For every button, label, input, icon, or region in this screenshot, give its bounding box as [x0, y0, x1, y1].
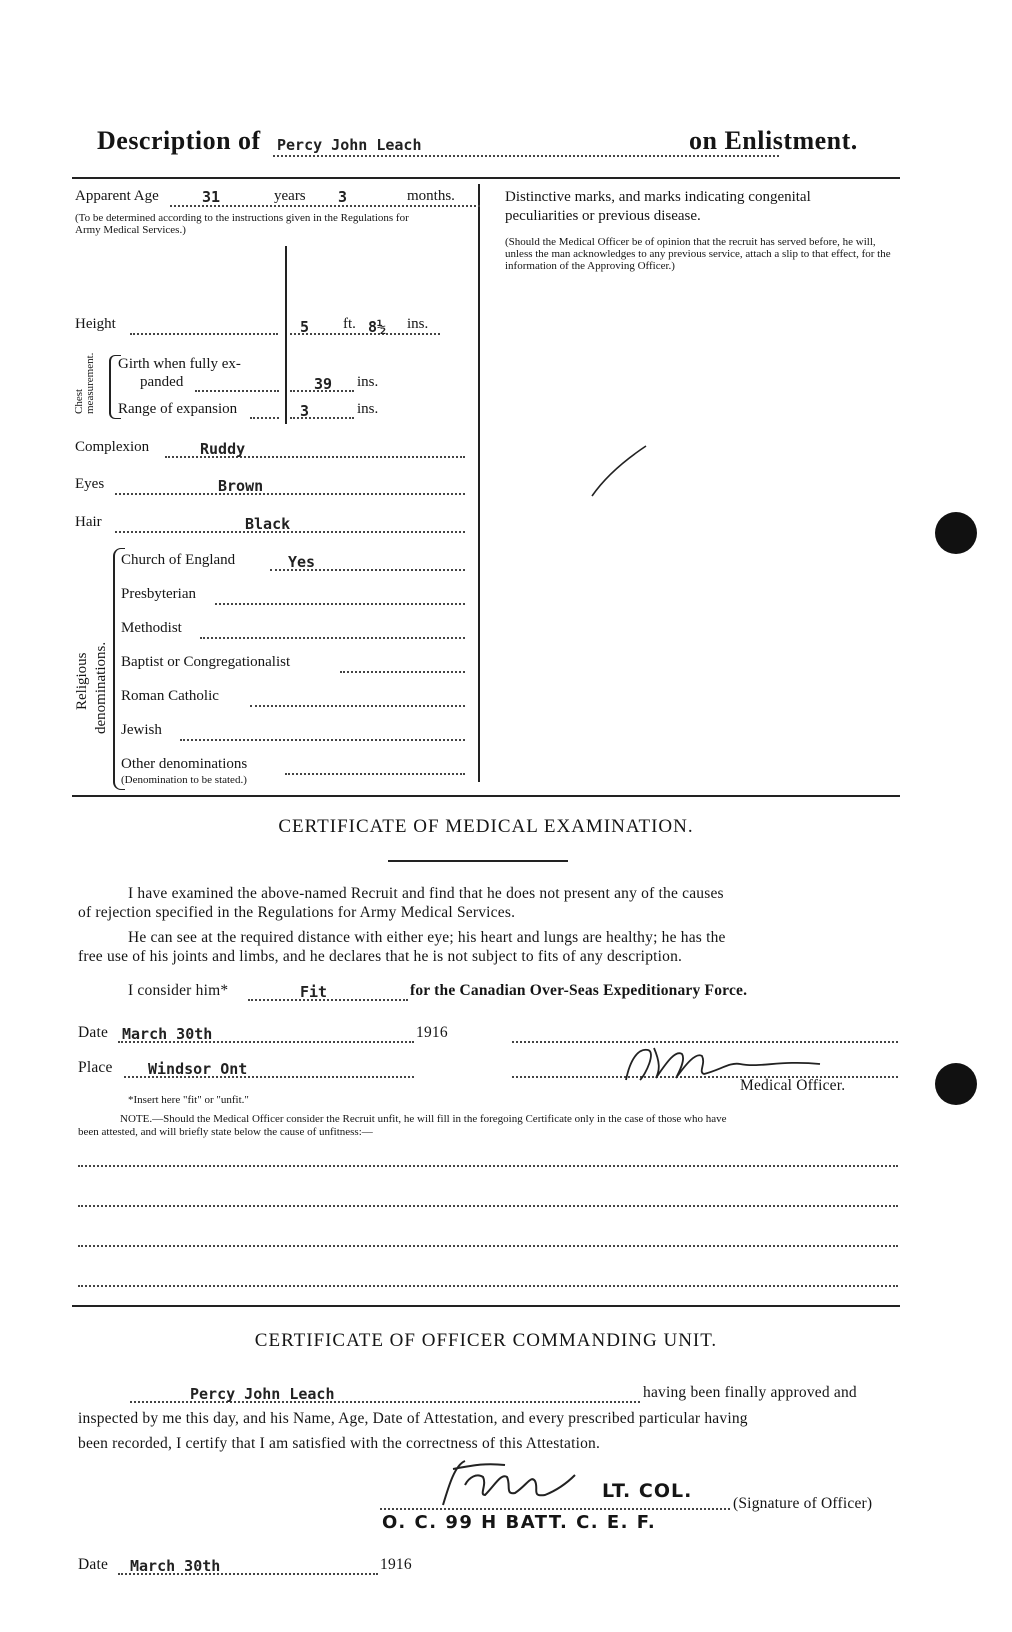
- range-unit: ins.: [357, 401, 379, 417]
- signature-label: (Signature of Officer): [733, 1495, 873, 1512]
- chest-side-label: Chest measurement.: [73, 352, 96, 414]
- religion-methodist: Methodist: [121, 620, 182, 636]
- commanding-line1-suffix: having been finally approved and: [643, 1384, 857, 1401]
- medical-para1-line1: I have examined the above-named Recruit and find that he does not present any of the causes: [128, 885, 724, 902]
- age-note: (To be determined according to the instructions given in the Regulations for Army Medical Services.): [75, 212, 409, 236]
- medical-date-value: March 30th: [122, 1025, 213, 1043]
- header-rule: [72, 177, 900, 179]
- medical-heading: CERTIFICATE OF MEDICAL EXAMINATION.: [278, 816, 694, 837]
- religion-other-note: (Denomination to be stated.): [121, 774, 247, 786]
- age-months-value: 3: [338, 188, 348, 206]
- commanding-date-value: March 30th: [130, 1557, 221, 1575]
- range-value: 3: [300, 402, 310, 420]
- girth-value: 39: [314, 375, 333, 393]
- girth-unit: ins.: [357, 374, 379, 390]
- complexion-label: Complexion: [75, 439, 150, 455]
- commanding-line2: inspected by me this day, and his Name, Age, Date of Attestation, and every prescribed particular having: [78, 1410, 748, 1427]
- place-label: Place: [78, 1059, 113, 1076]
- commanding-recruit-name: Percy John Leach: [190, 1385, 335, 1403]
- months-label: months.: [407, 188, 455, 204]
- commanding-officer-signature: [435, 1455, 585, 1515]
- unfit-line-4: [78, 1285, 898, 1287]
- unfit-line-3: [78, 1245, 898, 1247]
- religion-presbyterian: Presbyterian: [121, 586, 196, 602]
- age-years-value: 31: [202, 188, 221, 206]
- commanding-line3: been recorded, I certify that I am satisfied with the correctness of this Attestation.: [78, 1435, 601, 1452]
- religion-other: Other denominations: [121, 756, 248, 772]
- consider-suffix: for the Canadian Over-Seas Expeditionary Force.: [410, 982, 748, 999]
- unit-stamp: O. C. 99 H BATT. C. E. F.: [382, 1512, 657, 1533]
- marks-strike-line: [590, 440, 650, 500]
- range-label: Range of expansion: [118, 401, 238, 417]
- section-rule-2: [72, 1305, 900, 1307]
- medical-para1-line2: of rejection specified in the Regulations for Army Medical Services.: [78, 904, 516, 921]
- inches-label: ins.: [407, 316, 429, 332]
- unfit-line-2: [78, 1205, 898, 1207]
- recruit-name: Percy John Leach: [277, 136, 422, 154]
- eyes-value: Brown: [218, 477, 264, 495]
- marks-heading-2: peculiarities or previous disease.: [505, 208, 701, 224]
- consider-label: I consider him*: [128, 982, 229, 999]
- religion-roman-catholic: Roman Catholic: [121, 688, 219, 704]
- place-value: Windsor Ont: [148, 1060, 248, 1078]
- consider-value: Fit: [300, 983, 328, 1001]
- insert-note: *Insert here "fit" or "unfit.": [128, 1094, 249, 1106]
- unfit-line-1: [78, 1165, 898, 1167]
- punch-hole-top: [935, 512, 977, 554]
- eyes-label: Eyes: [75, 476, 105, 492]
- form-title: [97, 126, 877, 166]
- unfit-note-line1: NOTE.—Should the Medical Officer consider the Recruit unfit, he will fill in the foregoing Certificate only in the case of those who have: [120, 1113, 727, 1125]
- medical-officer-label: Medical Officer.: [740, 1077, 846, 1094]
- hair-label: Hair: [75, 514, 102, 530]
- title-suffix: on Enlistment.: [689, 126, 858, 155]
- girth-label-1: Girth when fully ex-: [118, 356, 241, 372]
- girth-label-2: panded: [140, 374, 184, 390]
- height-label: Height: [75, 316, 116, 332]
- religion-side-label-2: denominations.: [93, 641, 109, 734]
- apparent-age-label: Apparent Age: [75, 188, 159, 204]
- hair-value: Black: [245, 515, 291, 533]
- title-prefix: Description of: [97, 126, 261, 155]
- religion-side-label-1: Religious: [74, 652, 90, 710]
- commanding-heading: CERTIFICATE OF OFFICER COMMANDING UNIT.: [254, 1330, 718, 1351]
- years-label: years: [274, 188, 306, 204]
- commanding-date-label: Date: [78, 1556, 109, 1573]
- religion-jewish: Jewish: [121, 722, 162, 738]
- medical-para2-line1: He can see at the required distance with either eye; his heart and lungs are healthy; he has the: [128, 929, 726, 946]
- commanding-date-year: 1916: [380, 1556, 412, 1573]
- medical-date-year: 1916: [416, 1024, 448, 1041]
- religion-baptist: Baptist or Congregationalist: [121, 654, 291, 670]
- punch-hole-bottom: [935, 1063, 977, 1105]
- religion-church-of-england: Church of England: [121, 552, 236, 568]
- unfit-note-line2: been attested, and will briefly state below the cause of unfitness:—: [78, 1126, 373, 1138]
- medical-para2-line2: free use of his joints and limbs, and he declares that he is not subject to fits of any description.: [78, 948, 683, 965]
- religion-church-of-england-value: Yes: [288, 553, 316, 571]
- height-feet-value: 5: [300, 318, 310, 336]
- feet-label: ft.: [343, 316, 356, 332]
- medical-date-label: Date: [78, 1024, 109, 1041]
- rank-stamp: LT. COL.: [602, 1480, 693, 1502]
- section-rule-1: [72, 795, 900, 797]
- marks-note: (Should the Medical Officer be of opinion that the recruit has served before, he will, unless the man acknowledges to any previous service, attach a slip to that effect, for the information of the Approving Officer.): [505, 236, 891, 272]
- complexion-value: Ruddy: [200, 440, 246, 458]
- height-inches-value: 8½: [368, 318, 387, 336]
- marks-heading-1: Distinctive marks, and marks indicating congenital: [505, 189, 811, 205]
